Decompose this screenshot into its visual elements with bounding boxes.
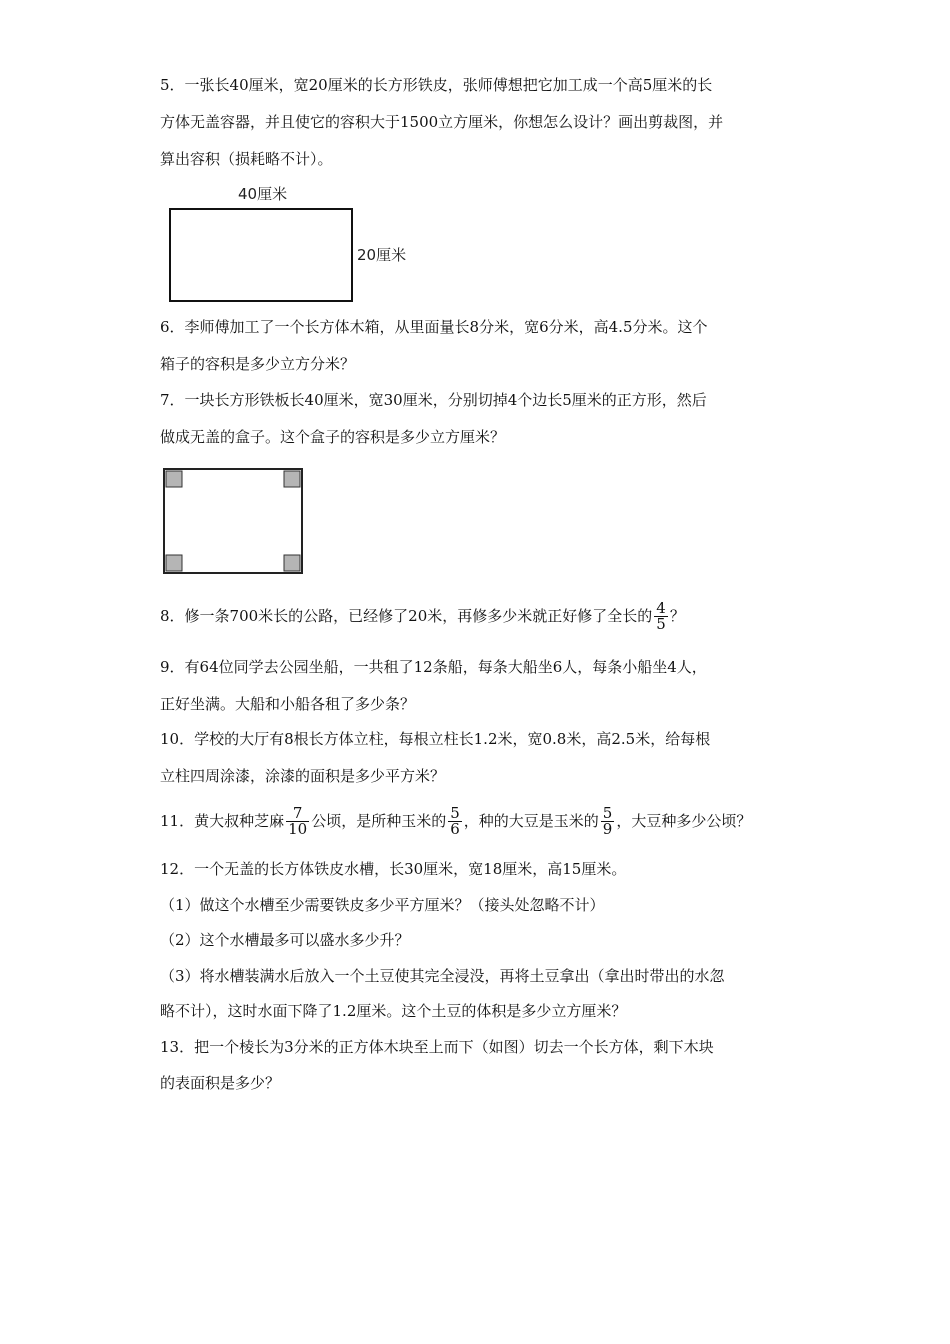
q7-corner-square-top-right bbox=[284, 471, 300, 487]
q5-figure-length-label: 40厘米 bbox=[238, 185, 288, 203]
q8-fraction bbox=[654, 598, 668, 633]
q5-rectangle bbox=[169, 208, 353, 302]
q7-corner-square-top-left bbox=[166, 471, 182, 487]
q9-line-2: 正好坐满。大船和小船各租了多少条？ bbox=[160, 695, 416, 713]
q7-corner-square-bottom-left bbox=[166, 555, 182, 571]
q10-line-2: 立柱四周涂漆，涂漆的面积是多少平方米？ bbox=[160, 767, 446, 785]
q6-line-2: 箱子的容积是多少立方分米？ bbox=[160, 355, 356, 373]
q11-fraction-1 bbox=[286, 803, 309, 838]
q5-line-3: 算出容积（损耗略不计）。 bbox=[160, 150, 333, 168]
q7-line-1: 7．一块长方形铁板长40厘米，宽30厘米，分别切掉4个边长5厘米的正方形，然后 bbox=[160, 391, 707, 409]
q11-text-part-2: 公顷，是所种玉米的 bbox=[311, 812, 447, 830]
q11-line bbox=[160, 801, 751, 841]
q11-fraction-3-numerator: 5 bbox=[602, 803, 613, 822]
q13-line-2: 的表面积是多少？ bbox=[160, 1074, 281, 1092]
q12-sub-question-2: （2）这个水槽最多可以盛水多少升？ bbox=[160, 931, 410, 949]
q12-sub-question-1: （1）做这个水槽至少需要铁皮多少平方厘米？（接头处忽略不计） bbox=[160, 896, 605, 914]
q9-line-1: 9．有64位同学去公园坐船，一共租了12条船，每条大船坐6人，每条小船坐4人， bbox=[160, 658, 707, 676]
q7-line-2: 做成无盖的盒子。这个盒子的容积是多少立方厘米？ bbox=[160, 428, 506, 446]
q11-text-part-4: ，大豆种多少公顷？ bbox=[616, 812, 752, 830]
q13-line-1: 13．把一个棱长为3分米的正方体木块至上而下（如图）切去一个长方体，剩下木块 bbox=[160, 1038, 714, 1056]
q8-fraction-numerator: 4 bbox=[656, 598, 666, 617]
q5-figure bbox=[160, 183, 420, 308]
q11-fraction-2-numerator: 5 bbox=[450, 803, 460, 822]
q7-figure bbox=[160, 465, 308, 579]
q11-fraction-1-denominator: 10 bbox=[288, 819, 308, 838]
q11-text-part-3: ，种的大豆是玉米的 bbox=[463, 812, 599, 830]
q5-line-2: 方体无盖容器，并且使它的容积大于1500立方厘米，你想怎么设计？画出剪裁图，并 bbox=[160, 113, 724, 131]
q11-fraction-3 bbox=[601, 803, 615, 838]
q11-fraction-1-numerator: 7 bbox=[292, 803, 303, 822]
q11-fraction-2 bbox=[448, 803, 462, 838]
q11-fraction-2-denominator: 6 bbox=[450, 819, 460, 838]
q12-sub-question-3-line-2: 略不计），这时水面下降了1.2厘米。这个土豆的体积是多少立方厘米？ bbox=[160, 1002, 627, 1020]
q8-question-mark: ？ bbox=[669, 607, 685, 625]
q12-sub-question-3-line-1: （3）将水槽装满水后放入一个土豆使其完全浸没，再将土豆拿出（拿出时带出的水忽 bbox=[160, 967, 725, 985]
q8-fraction-denominator: 5 bbox=[656, 614, 666, 633]
q6-line-1: 6．李师傅加工了一个长方体木箱，从里面量长8分米，宽6分米，高4.5分米。这个 bbox=[160, 318, 708, 336]
q8-line bbox=[160, 596, 685, 636]
q8-text: 8．修一条700米长的公路，已经修了20米，再修多少米就正好修了全长的 bbox=[160, 607, 653, 625]
q5-figure-width-label: 20厘米 bbox=[357, 246, 407, 264]
q10-line-1: 10．学校的大厅有8根长方体立柱，每根立柱长1.2米，宽0.8米，高2.5米，给每根 bbox=[160, 730, 711, 748]
q12-stem: 12．一个无盖的长方体铁皮水槽，长30厘米，宽18厘米，高15厘米。 bbox=[160, 860, 627, 878]
q7-iron-sheet bbox=[164, 469, 302, 573]
q11-fraction-3-denominator: 9 bbox=[602, 819, 613, 838]
q7-corner-square-bottom-right bbox=[284, 555, 300, 571]
q11-text-part-1: 11．黄大叔种芝麻 bbox=[160, 812, 285, 830]
q5-line-1: 5．一张长40厘米，宽20厘米的长方形铁皮，张师傅想把它加工成一个高5厘米的长 bbox=[160, 76, 713, 94]
